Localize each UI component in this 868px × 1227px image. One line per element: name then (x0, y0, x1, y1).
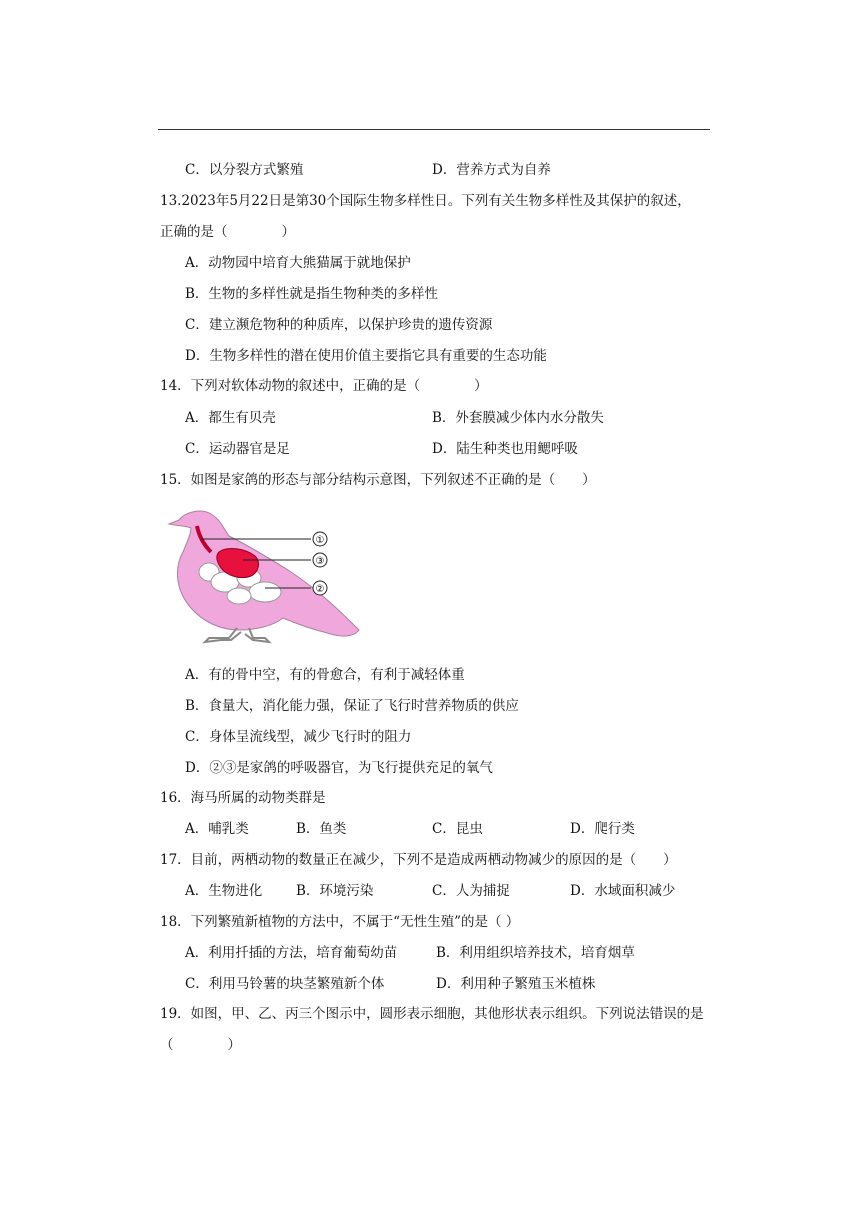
q13-stem-line1: 13.2023年5月22日是第30个国际生物多样性日。下列有关生物多样性及其保护的叙述， (160, 193, 691, 209)
q18-stem: 18．下列繁殖新植物的方法中，不属于“无性生殖”的是（ ） (160, 914, 520, 930)
q14-option-b: B．外套膜减少体内水分散失 (432, 410, 604, 426)
q15-option-d: D．②③是家鸽的呼吸器官，为飞行提供充足的氧气 (185, 760, 493, 776)
q17-stem: 17．目前，两栖动物的数量正在减少，下列不是造成两栖动物减少的原因的是（ ） (160, 852, 677, 868)
pigeon-diagram (165, 506, 365, 646)
q14-option-a: A．都生有贝壳 (185, 410, 276, 426)
fig-label-2: ② (315, 584, 325, 595)
q14-stem: 14．下列对软体动物的叙述中，正确的是（ ） (160, 378, 488, 394)
q17-option-d: D．水域面积减少 (570, 883, 676, 899)
q18-option-d: D．利用种子繁殖玉米植株 (436, 976, 596, 992)
q17-option-a: A．生物进化 (185, 883, 263, 899)
airsac-4 (249, 582, 281, 602)
prev-option-d: D．营养方式为自养 (432, 162, 551, 178)
header-rule (158, 129, 710, 130)
q13-option-a: A．动物园中培育大熊猫属于就地保护 (185, 255, 411, 271)
q16-option-a: A．哺乳类 (185, 821, 249, 837)
q15-stem: 15．如图是家鸽的形态与部分结构示意图，下列叙述不正确的是（ ） (160, 472, 596, 488)
q13-stem-line2: 正确的是（ ） (160, 224, 295, 240)
q19-stem-line1: 19．如图，甲、乙、丙三个图示中，圆形表示细胞，其他形状表示组织。下列说法错误的是 (160, 1006, 704, 1022)
q16-stem: 16．海马所属的动物类群是 (160, 790, 326, 806)
q14-option-d: D．陆生种类也用鳃呼吸 (432, 441, 578, 457)
q17-option-b: B．环境污染 (296, 883, 374, 899)
q16-option-c: C．昆虫 (432, 821, 483, 837)
q14-option-c: C．运动器官是足 (185, 441, 290, 457)
q13-option-c: C．建立濒危物种的种质库，以保护珍贵的遗传资源 (185, 317, 493, 333)
fig-label-3: ③ (315, 556, 325, 567)
q19-stem-line2: （ ） (160, 1037, 241, 1053)
fig-label-1: ① (315, 535, 325, 546)
q17-option-c: C．人为捕捉 (432, 883, 510, 899)
q15-option-b: B．食量大，消化能力强，保证了飞行时营养物质的供应 (185, 698, 519, 714)
q18-option-c: C．利用马铃薯的块茎繁殖新个体 (185, 976, 385, 992)
q15-option-a: A．有的骨中空，有的骨愈合，有利于减轻体重 (185, 667, 465, 683)
q15-option-c: C．身体呈流线型，减少飞行时的阻力 (185, 729, 412, 745)
q13-option-d: D．生物多样性的潜在使用价值主要指它具有重要的生态功能 (185, 348, 547, 364)
q18-option-b: B．利用组织培养技术，培育烟草 (436, 945, 635, 961)
q13-option-b: B．生物的多样性就是指生物种类的多样性 (185, 286, 438, 302)
q16-option-b: B．鱼类 (296, 821, 347, 837)
prev-option-c: C．以分裂方式繁殖 (185, 162, 304, 178)
q16-option-d: D．爬行类 (570, 821, 635, 837)
airsac-5 (227, 588, 251, 604)
q18-option-a: A．利用扦插的方法，培育葡萄幼苗 (185, 945, 398, 961)
